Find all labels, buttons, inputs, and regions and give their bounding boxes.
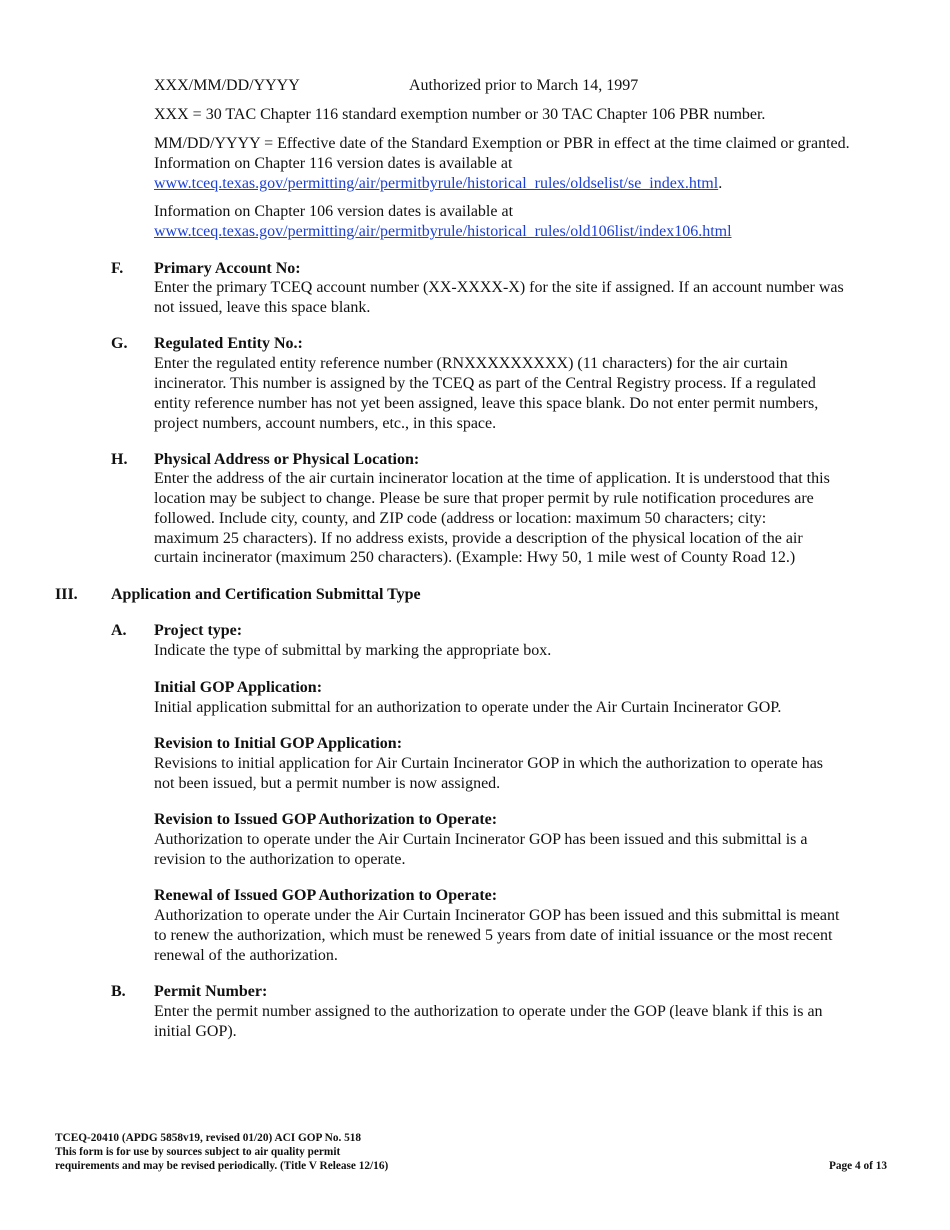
- format-code: XXX/MM/DD/YYYY: [154, 77, 300, 94]
- footer-notice: This form is for use by sources subject to air quality permit: [55, 1146, 341, 1158]
- revision-initial-text: Revisions to initial application for Air Curtain Incinerator GOP in which the authorization to operate has: [154, 755, 824, 772]
- section-b-title: Permit Number:: [154, 983, 268, 1000]
- section-f-title: Primary Account No:: [154, 260, 301, 277]
- section-b-letter: B.: [111, 983, 126, 1000]
- section-b-text: Enter the permit number assigned to the authorization to operate under the GOP (leave blank if this is an: [154, 1003, 823, 1020]
- renewal-title: Renewal of Issued GOP Authorization to Operate:: [154, 887, 498, 904]
- section-h-text: followed. Include city, county, and ZIP code (address or location: maximum 50 characters; city:: [154, 510, 767, 527]
- section-h-title: Physical Address or Physical Location:: [154, 451, 420, 468]
- revision-issued-text: Authorization to operate under the Air Curtain Incinerator GOP has been issued and this submittal is a: [154, 831, 808, 848]
- section-h-letter: H.: [111, 451, 128, 468]
- footer-form-id: TCEQ-20410 (APDG 5858v19, revised 01/20) ACI GOP No. 518: [55, 1132, 362, 1144]
- chapter-116-link[interactable]: www.tceq.texas.gov/permitting/air/permitbyrule/historical_rules/oldselist/se_index.html: [154, 175, 719, 192]
- section-b-text: initial GOP).: [154, 1023, 237, 1040]
- section-f-letter: F.: [111, 260, 124, 277]
- section-g-text: Enter the regulated entity reference number (RNXXXXXXXXX) (11 characters) for the air curtain: [154, 355, 788, 372]
- format-code-note: Authorized prior to March 14, 1997: [409, 77, 639, 94]
- section-a-intro: Indicate the type of submittal by marking the appropriate box.: [154, 642, 552, 659]
- section-f-text: not issued, leave this space blank.: [154, 299, 371, 316]
- section-f-text: Enter the primary TCEQ account number (XX-XXXX-X) for the site if assigned. If an account number was: [154, 279, 844, 296]
- section-a-title: Project type:: [154, 622, 243, 639]
- renewal-text: to renew the authorization, which must be renewed 5 years from date of initial issuance or the most recent: [154, 927, 833, 944]
- chapter-106-link[interactable]: www.tceq.texas.gov/permitting/air/permitbyrule/historical_rules/old106list/index106.html: [154, 223, 732, 240]
- initial-gop-text: Initial application submittal for an authorization to operate under the Air Curtain Incinerator GOP.: [154, 699, 782, 716]
- date-definition: MM/DD/YYYY = Effective date of the Standard Exemption or PBR in effect at the time claimed or granted.: [154, 135, 850, 152]
- chapter-116-link-line: [154, 174, 722, 194]
- section-h-text: Enter the address of the air curtain incinerator location at the time of application. It is understood that this: [154, 470, 830, 487]
- revision-initial-text: not been issued, but a permit number is now assigned.: [154, 775, 501, 792]
- initial-gop-title: Initial GOP Application:: [154, 679, 323, 696]
- section-g-text: project numbers, account numbers, etc., in this space.: [154, 415, 497, 432]
- section-a-letter: A.: [111, 622, 127, 639]
- section-iii-title: Application and Certification Submittal Type: [111, 586, 421, 603]
- xxx-definition: XXX = 30 TAC Chapter 116 standard exemption number or 30 TAC Chapter 106 PBR number.: [154, 106, 766, 123]
- section-g-text: incinerator. This number is assigned by the TCEQ as part of the Central Registry process. If a regulated: [154, 375, 816, 392]
- section-g-text: entity reference number has not yet been assigned, leave this space blank. Do not enter permit numbers,: [154, 395, 819, 412]
- renewal-text: renewal of the authorization.: [154, 947, 338, 964]
- page-number: Page 4 of 13: [828, 1160, 887, 1172]
- section-h-text: location may be subject to change. Please be sure that proper permit by rule notification procedures are: [154, 490, 814, 507]
- revision-issued-text: revision to the authorization to operate.: [154, 851, 406, 868]
- section-iii-numeral: III.: [55, 586, 78, 603]
- chapter-116-info: Information on Chapter 116 version dates is available at: [154, 155, 513, 172]
- link-period: .: [718, 175, 723, 192]
- chapter-106-info: Information on Chapter 106 version dates is available at: [154, 203, 514, 220]
- renewal-text: Authorization to operate under the Air Curtain Incinerator GOP has been issued and this submittal is meant: [154, 907, 840, 924]
- section-g-title: Regulated Entity No.:: [154, 335, 303, 352]
- section-h-text: curtain incinerator (maximum 250 characters). (Example: Hwy 50, 1 mile west of County Road 12.): [154, 549, 796, 566]
- revision-initial-title: Revision to Initial GOP Application:: [154, 735, 403, 752]
- chapter-106-link-line: [154, 222, 732, 242]
- section-h-text: maximum 25 characters). If no address exists, provide a description of the physical location of the air: [154, 530, 803, 547]
- revision-issued-title: Revision to Issued GOP Authorization to Operate:: [154, 811, 498, 828]
- footer-notice: requirements and may be revised periodically. (Title V Release 12/16): [55, 1160, 389, 1172]
- section-g-letter: G.: [111, 335, 128, 352]
